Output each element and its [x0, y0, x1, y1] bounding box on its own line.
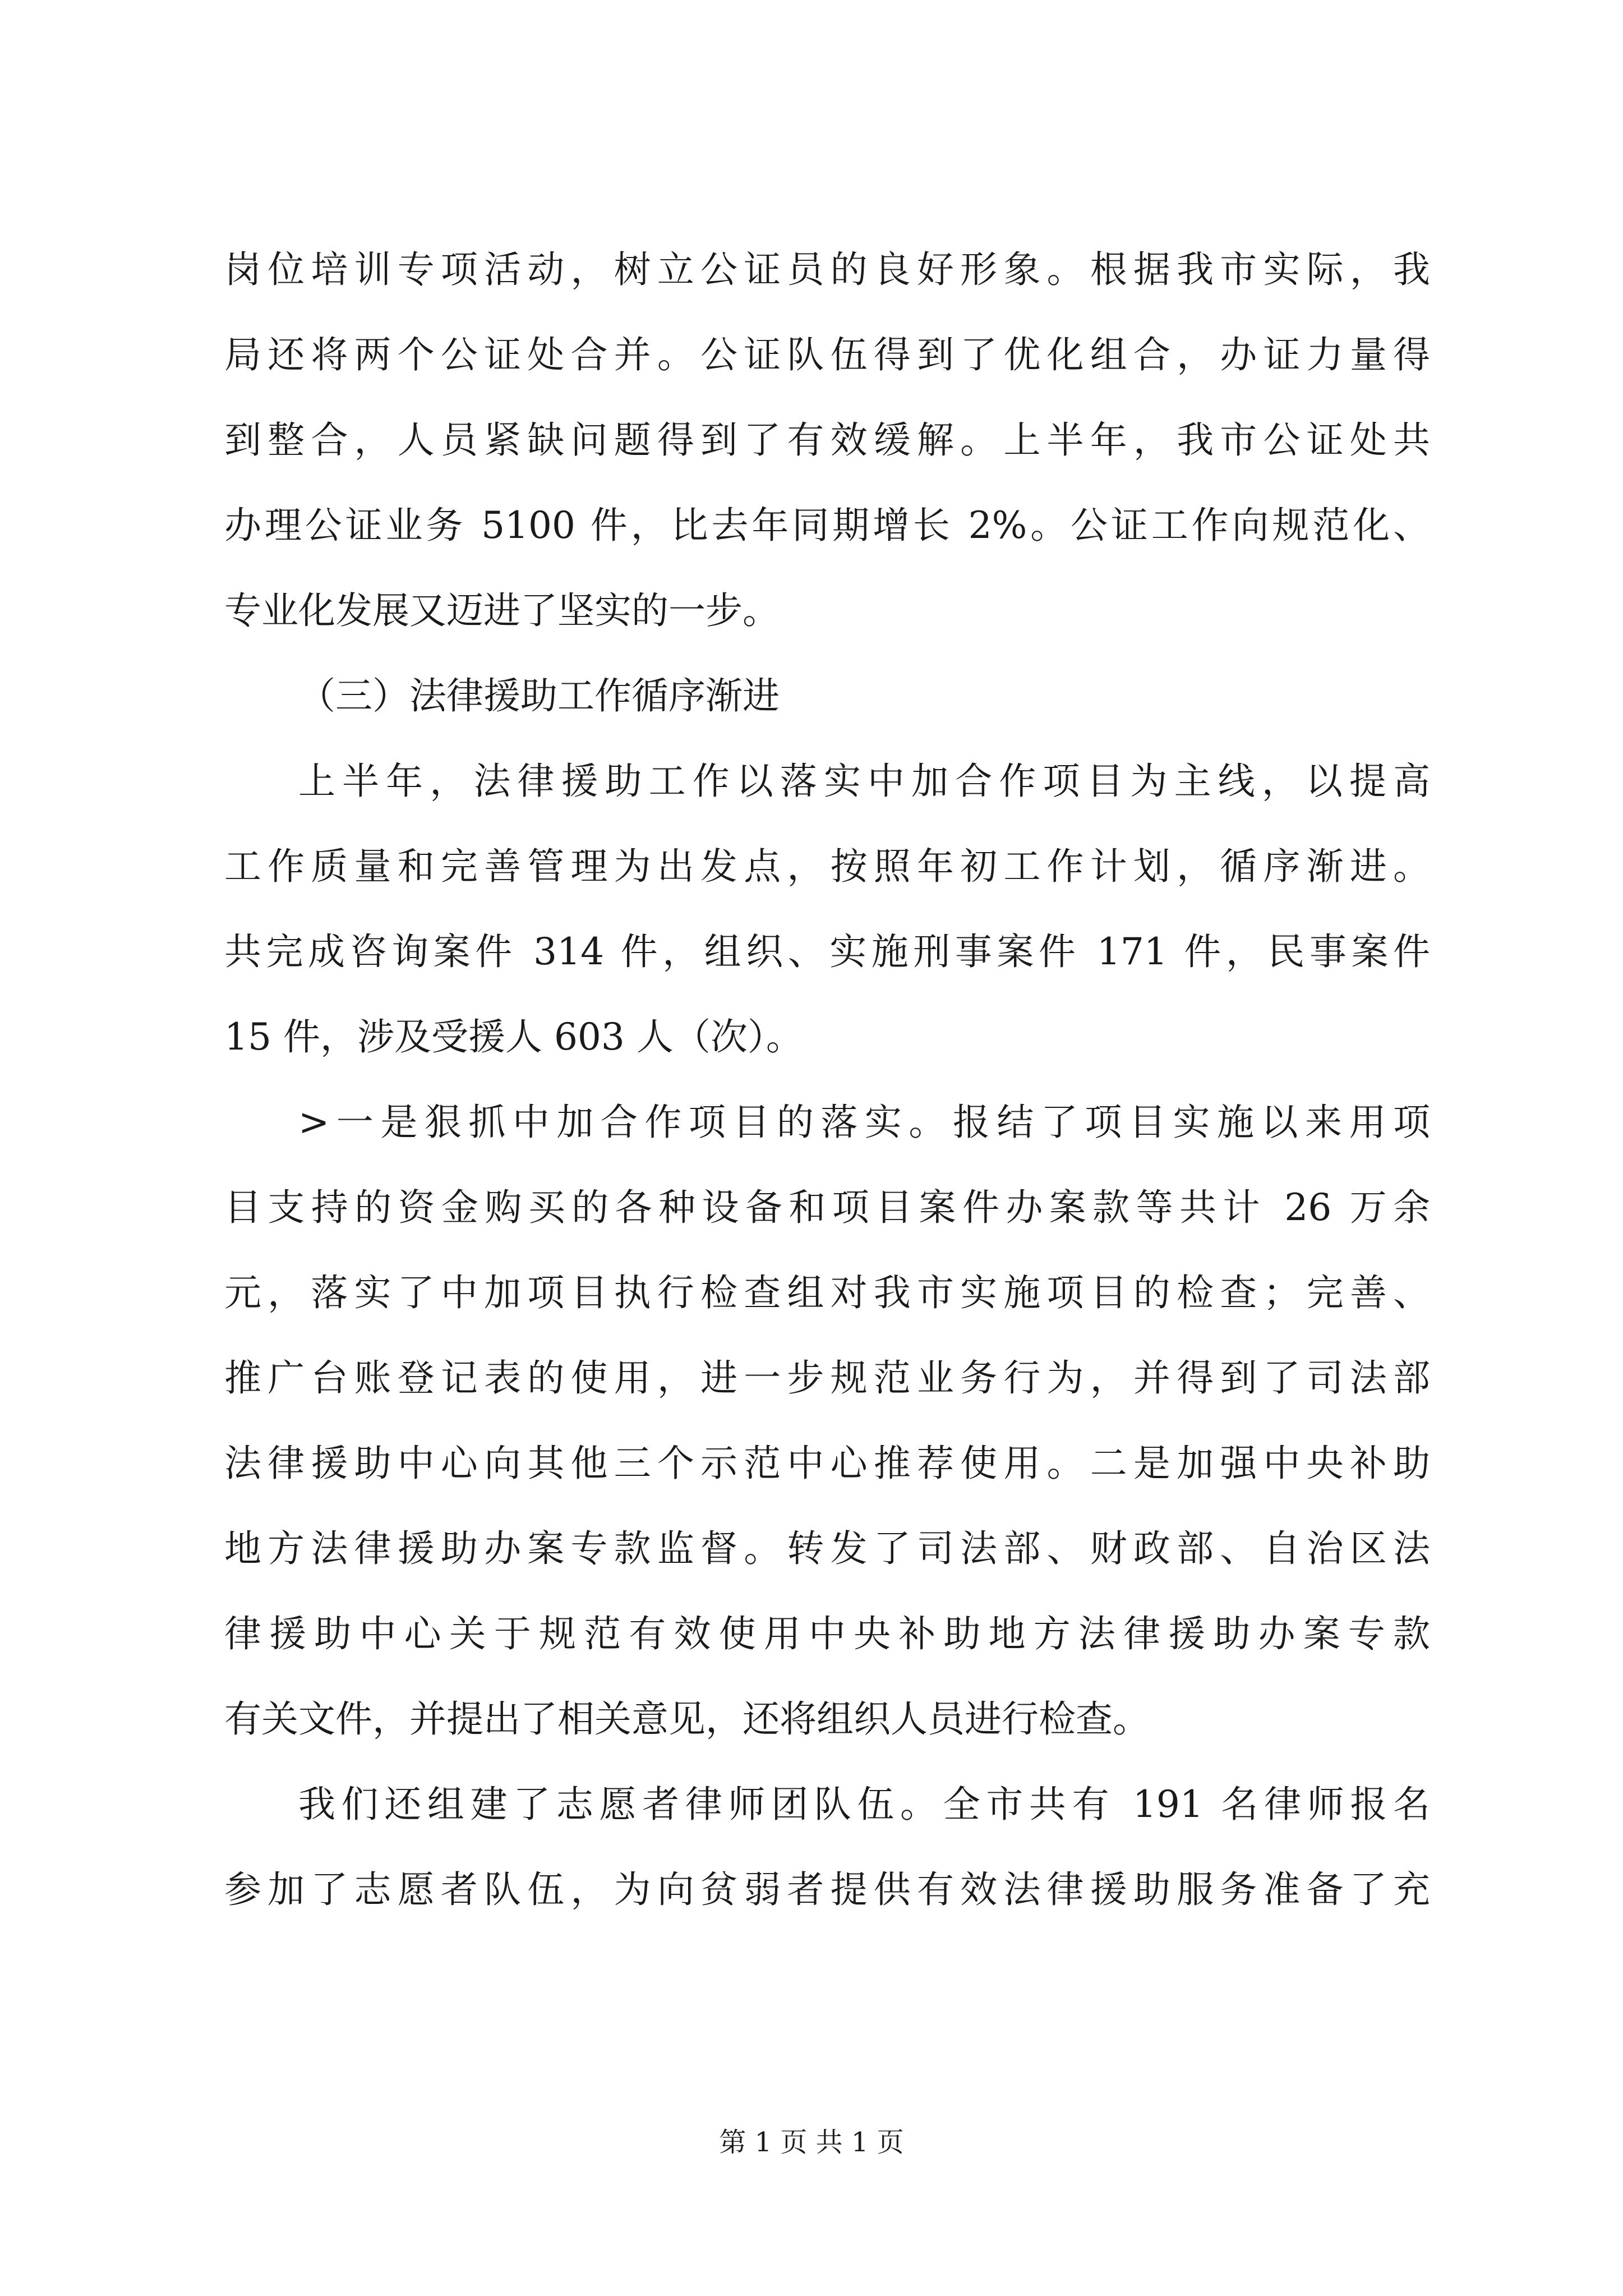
text-line: 目支持的资金购买的各种设备和项目案件办案款等共计 26 万余 [224, 1186, 1430, 1229]
text-line: 岗位培训专项活动，树立公证员的良好形象。根据我市实际，我 [224, 248, 1430, 291]
text-line: 工作质量和完善管理为出发点，按照年初工作计划，循序渐进。 [224, 845, 1430, 888]
text-line: 专业化发展又迈进了坚实的一步。 [224, 589, 780, 632]
text-line: 到整合，人员紧缺问题得到了有效缓解。上半年，我市公证处共 [224, 418, 1430, 462]
text-line: 律援助中心关于规范有效使用中央补助地方法律援助办案专款 [224, 1612, 1430, 1655]
page-number: 第 1 页 共 1 页 [719, 2127, 904, 2158]
text-line: 局还将两个公证处合并。公证队伍得到了优化组合，办证力量得 [224, 333, 1430, 376]
text-line: 有关文件，并提出了相关意见，还将组织人员进行检查。 [224, 1697, 1150, 1741]
text-line: 上半年，法律援助工作以落实中加合作项目为主线，以提高 [298, 760, 1430, 803]
body-text [224, 227, 1430, 1932]
text-line: 推广台账登记表的使用，进一步规范业务行为，并得到了司法部 [224, 1356, 1430, 1400]
text-line: 参加了志愿者队伍，为向贫弱者提供有效法律援助服务准备了充 [224, 1868, 1430, 1911]
text-line: 办理公证业务 5100 件，比去年同期增长 2%。公证工作向规范化、 [224, 504, 1430, 547]
text-line: >一是狠抓中加合作项目的落实。报结了项目实施以来用项 [298, 1101, 1430, 1144]
text-line: 法律援助中心向其他三个示范中心推荐使用。二是加强中央补助 [224, 1442, 1430, 1485]
section-heading: （三）法律援助工作循序渐进 [298, 674, 780, 717]
text-line: 我们还组建了志愿者律师团队伍。全市共有 191 名律师报名 [298, 1783, 1430, 1826]
text-line: 元，落实了中加项目执行检查组对我市实施项目的检查；完善、 [224, 1271, 1430, 1314]
text-line: 地方法律援助办案专款监督。转发了司法部、财政部、自治区法 [224, 1527, 1430, 1570]
text-line: 共完成咨询案件 314 件，组织、实施刑事案件 171 件，民事案件 [224, 930, 1430, 973]
text-line: 15 件，涉及受援人 603 人（次）。 [224, 1015, 803, 1059]
